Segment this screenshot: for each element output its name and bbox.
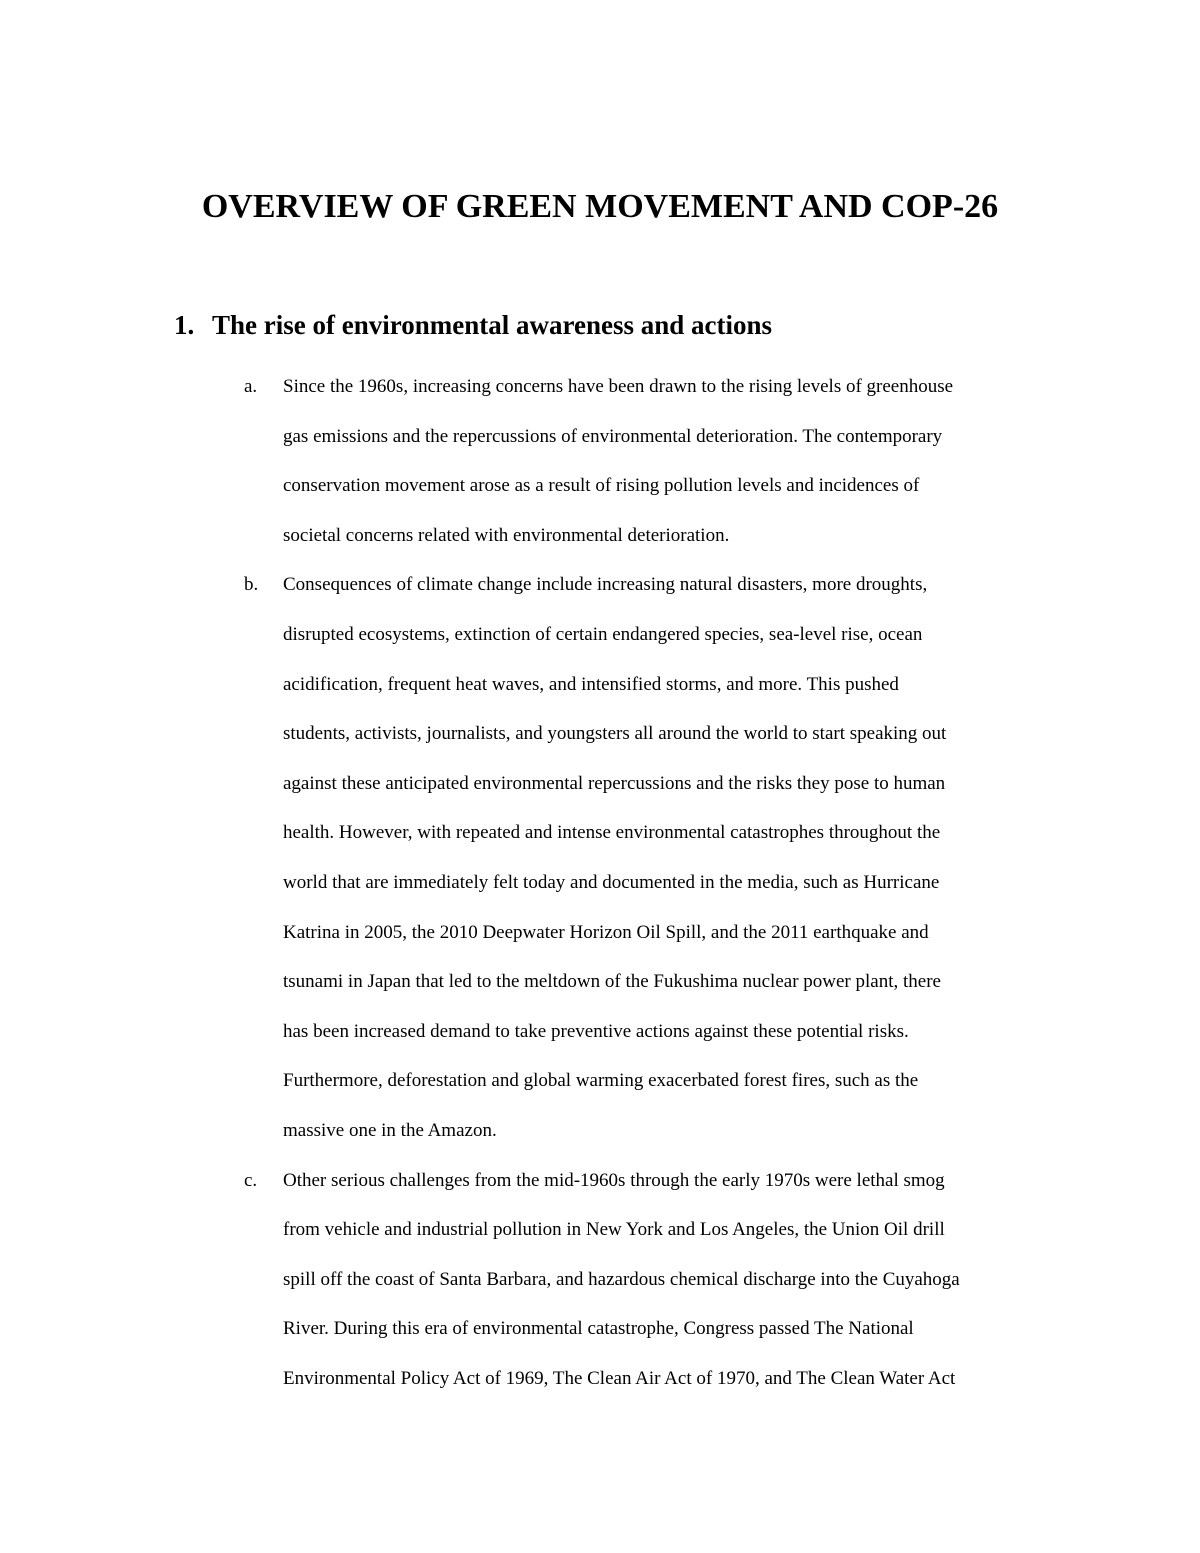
section-heading <box>174 302 772 348</box>
list-item-a <box>0 362 1200 560</box>
list-marker: a. <box>244 376 258 397</box>
list-item-c <box>0 1156 1200 1404</box>
list-marker: b. <box>244 574 259 596</box>
section-number: 1. <box>174 310 195 340</box>
document-title: OVERVIEW OF GREEN MOVEMENT AND COP-26 <box>201 188 999 225</box>
list-item-text: Consequences of climate change include increasing natural disasters, more droughts, disrupted ecosystems, extinction of certain endangered species, sea-level rise, ocean acidification, frequent heat waves, and intensified storms, and more. This pushed students, activists, journalists, and youngsters all around the world to start speaking out against these anticipated environmental repercussions and the risks they pose to human health. However, with repeated and intense environmental catastrophes throughout the world that are immediately felt today and documented in the media, such as Hurricane Katrina in 2005, the 2010 Deepwater Horizon Oil Spill, and the 2011 earthquake and tsunami in Japan that led to the meltdown of the Fukushima nuclear power plant, there has been increased demand to take preventive actions against these potential risks. Furthermore, deforestation and global warming exacerbated forest fires, such as the massive one in the Amazon. <box>283 574 947 1141</box>
list-item-text: Since the 1960s, increasing concerns have been drawn to the rising levels of greenhouse gas emissions and the repercussions of environmental deterioration. The contemporary conservation movement arose as a result of rising pollution levels and incidences of societal concerns related with environmental deterioration. <box>283 376 954 546</box>
list-item-text: Other serious challenges from the mid-1960s through the early 1970s were lethal smog from vehicle and industrial pollution in New York and Los Angeles, the Union Oil drill spill off the coast of Santa Barbara, and hazardous chemical discharge into the Cuyahoga River. During this era of environmental catastrophe, Congress passed The National Environmental Policy Act of 1969, The Clean Air Act of 1970, and The Clean Water Act <box>283 1169 960 1389</box>
list-item-b <box>0 560 1200 1155</box>
list-marker: c. <box>244 1169 258 1191</box>
section-heading-text: The rise of environmental awareness and actions <box>212 310 772 340</box>
list-items <box>0 362 1200 1403</box>
